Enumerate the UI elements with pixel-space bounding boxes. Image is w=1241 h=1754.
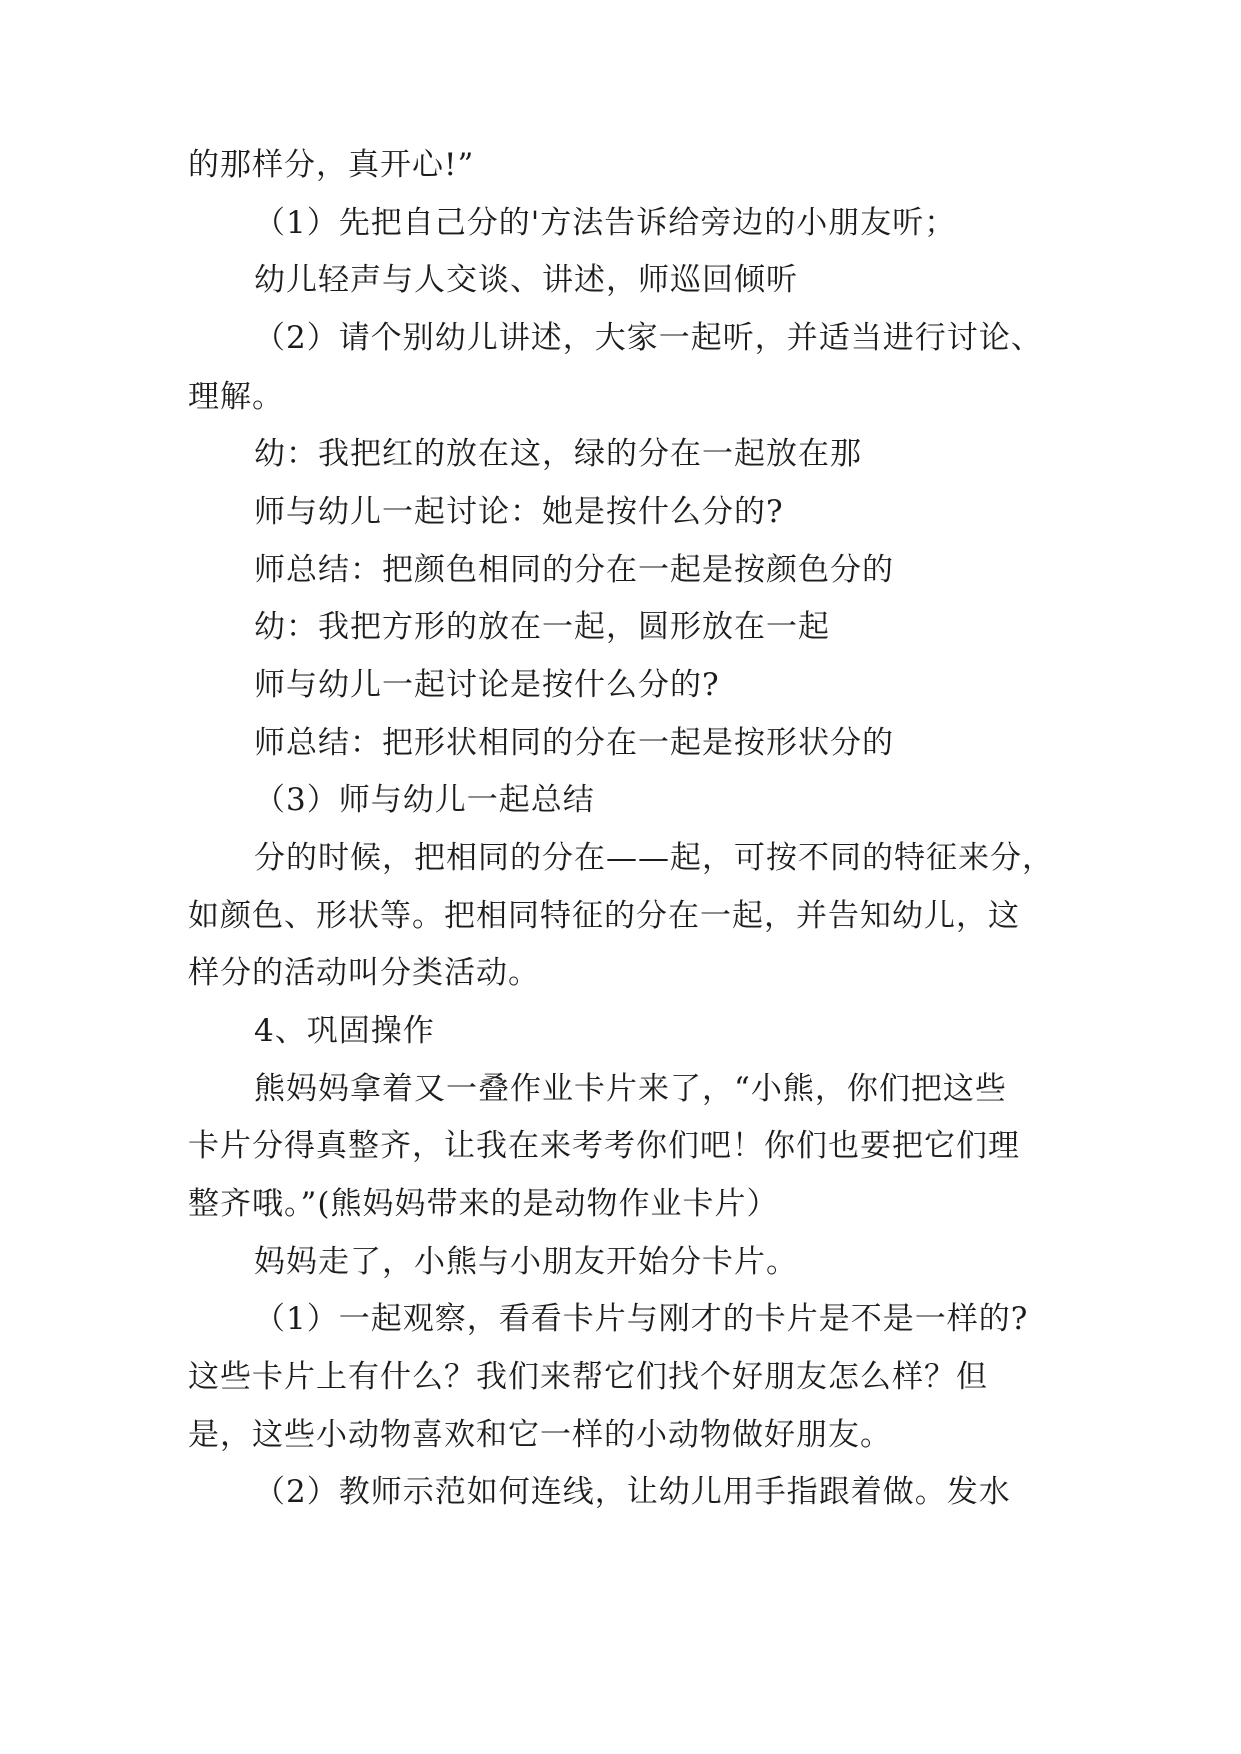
text-line-7: 师与幼儿一起讨论：她是按什么分的? <box>254 494 784 530</box>
text-line-9: 幼：我把方形的放在一起，圆形放在一起 <box>254 609 830 645</box>
text-line-10: 师与幼儿一起讨论是按什么分的? <box>254 667 720 703</box>
text-line-21: （1）一起观察，看看卡片与刚才的卡片是不是一样的? <box>254 1301 1029 1337</box>
text-line-19: 整齐哦。”(熊妈妈带来的是动物作业卡片） <box>188 1186 779 1222</box>
text-line-17: 熊妈妈拿着又一叠作业卡片来了，“小熊，你们把这些 <box>254 1071 1007 1107</box>
text-line-22: 这些卡片上有什么？我们来帮它们找个好朋友怎么样？但 <box>188 1359 988 1395</box>
text-line-16: 4、巩固操作 <box>254 1013 435 1049</box>
text-line-3: 幼儿轻声与人交谈、讲述，师巡回倾听 <box>254 262 798 298</box>
text-line-2: （1）先把自己分的'方法告诉给旁边的小朋友听； <box>254 205 957 241</box>
text-line-1: 的那样分，真开心!” <box>188 147 475 183</box>
text-line-24: （2）教师示范如何连线，让幼儿用手指跟着做。发水 <box>254 1474 1011 1510</box>
text-line-20: 妈妈走了，小熊与小朋友开始分卡片。 <box>254 1244 798 1280</box>
text-line-23: 是，这些小动物喜欢和它一样的小动物做好朋友。 <box>188 1417 892 1453</box>
text-line-12: （3）师与幼儿一起总结 <box>254 782 595 818</box>
text-line-15: 样分的活动叫分类活动。 <box>188 955 540 991</box>
text-line-6: 幼：我把红的放在这，绿的分在一起放在那 <box>254 436 862 472</box>
text-line-5: 理解。 <box>188 379 284 415</box>
text-line-11: 师总结：把形状相同的分在一起是按形状分的 <box>254 725 894 761</box>
text-line-18: 卡片分得真整齐，让我在来考考你们吧！你们也要把它们理 <box>188 1128 1020 1164</box>
text-line-13: 分的时候，把相同的分在——起，可按不同的特征来分， <box>254 840 1054 876</box>
text-line-4: （2）请个别幼儿讲述，大家一起听，并适当进行讨论、 <box>254 320 1043 356</box>
text-line-8: 师总结：把颜色相同的分在一起是按颜色分的 <box>254 552 894 588</box>
text-line-14: 如颜色、形状等。把相同特征的分在一起，并告知幼儿，这 <box>188 898 1020 934</box>
